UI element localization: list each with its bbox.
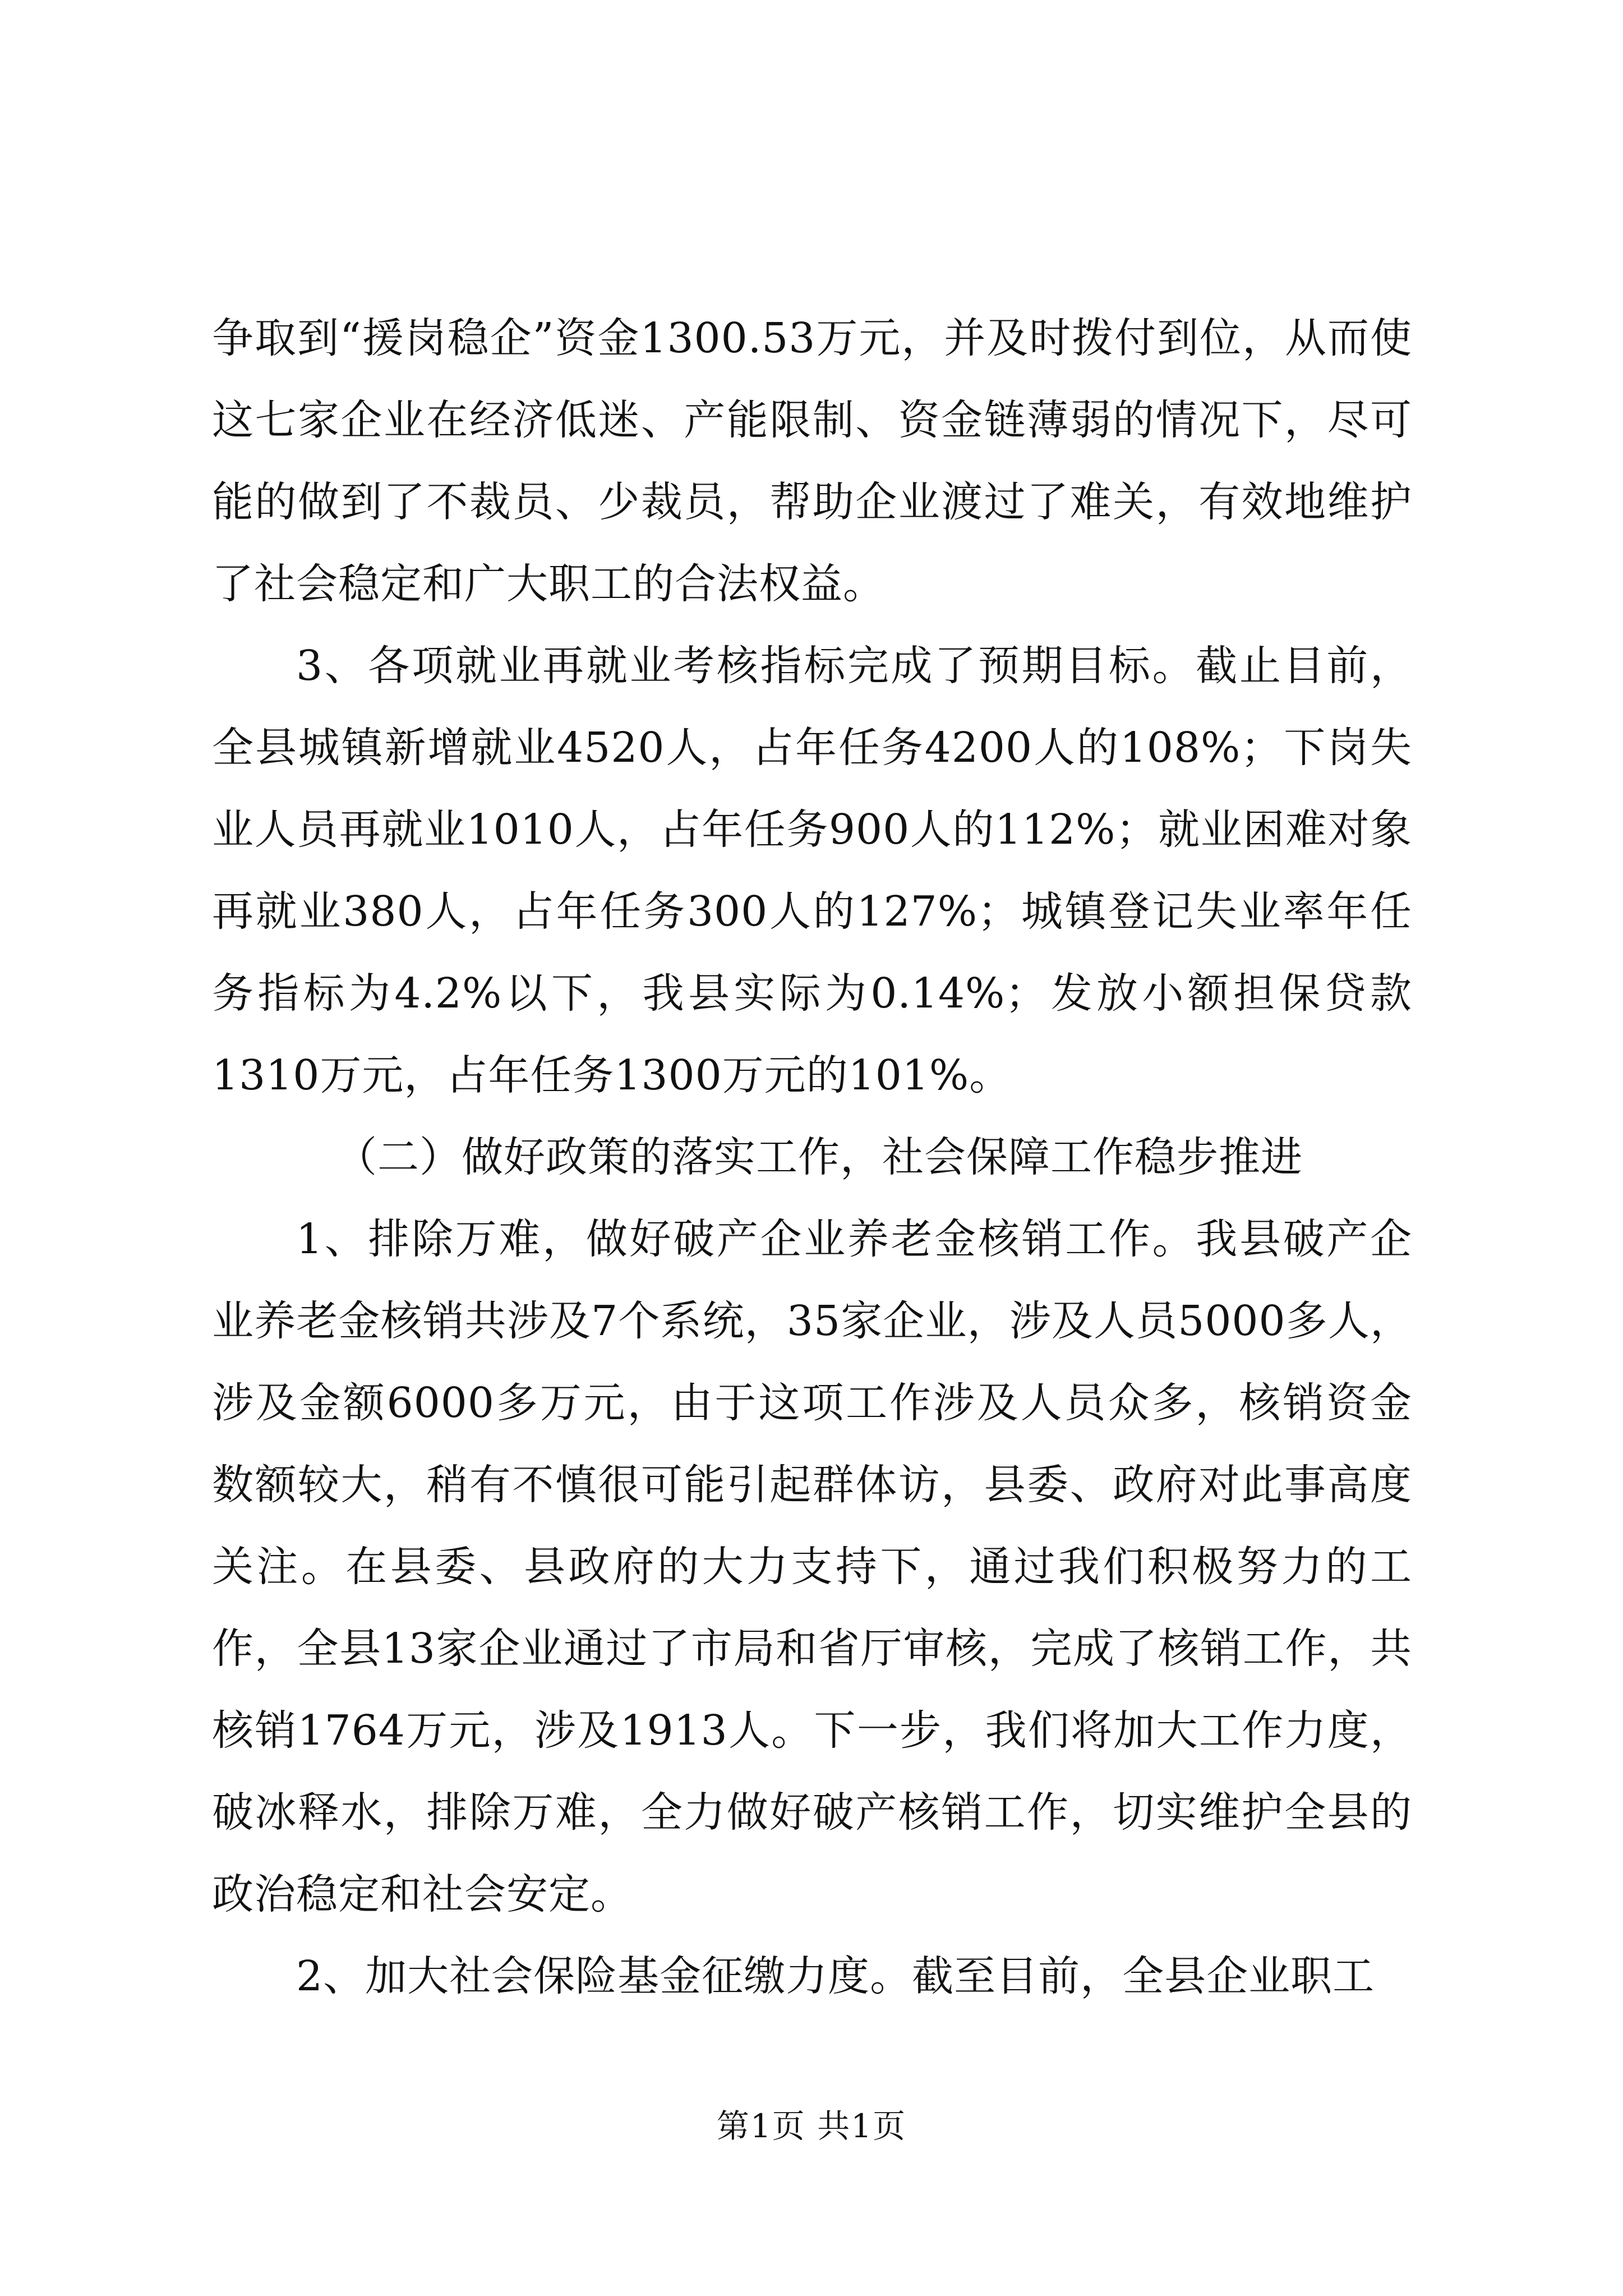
paragraph-pension-writeoff: 1、排除万难，做好破产企业养老金核销工作。我县破产企业养老金核销共涉及7个系统，35家企业，涉及人员5000多人，涉及金额6000多万元，由于这项工作涉及人员众多，核销资金数额较大，稍有不慎很可能引起群体访，县委、政府对此事高度关注。在县委、县政府的大力支持下，通过我们积极努力的工作，全县13家企业通过了市局和省厅审核，完成了核销工作，共核销1764万元，涉及1913人。下一步，我们将加大工作力度，破冰释水，排除万难，全力做好破产核销工作，切实维护全县的政治稳定和社会安定。 [212, 1215, 1412, 1918]
section-heading-social-security: （二）做好政策的落实工作，社会保障工作稳步推进 [335, 1133, 1303, 1181]
paragraph-continuation: 争取到“援岗稳企”资金1300.53万元，并及时拨付到位，从而使这七家企业在经济低迷、产能限制、资金链薄弱的情况下，尽可能的做到了不裁员、少裁员，帮助企业渡过了难关，有效地维护了社会稳定和广大职工的合法权益。 [212, 314, 1412, 608]
document-body [212, 297, 1412, 2017]
paragraph-employment-targets: 3、各项就业再就业考核指标完成了预期目标。截止目前，全县城镇新增就业4520人，占年任务4200人的108%；下岗失业人员再就业1010人，占年任务900人的112%；就业困难对象再就业380人，占年任务300人的127%；城镇登记失业率年任务指标为4.2%以下，我县实际为0.14%；发放小额担保贷款1310万元，占年任务1300万元的101%。 [212, 642, 1412, 1099]
paragraph-insurance-collection: 2、加大社会保险基金征缴力度。截至目前，全县企业职工 [296, 1952, 1375, 2000]
page-footer: 第1页 共1页 [716, 2107, 907, 2145]
